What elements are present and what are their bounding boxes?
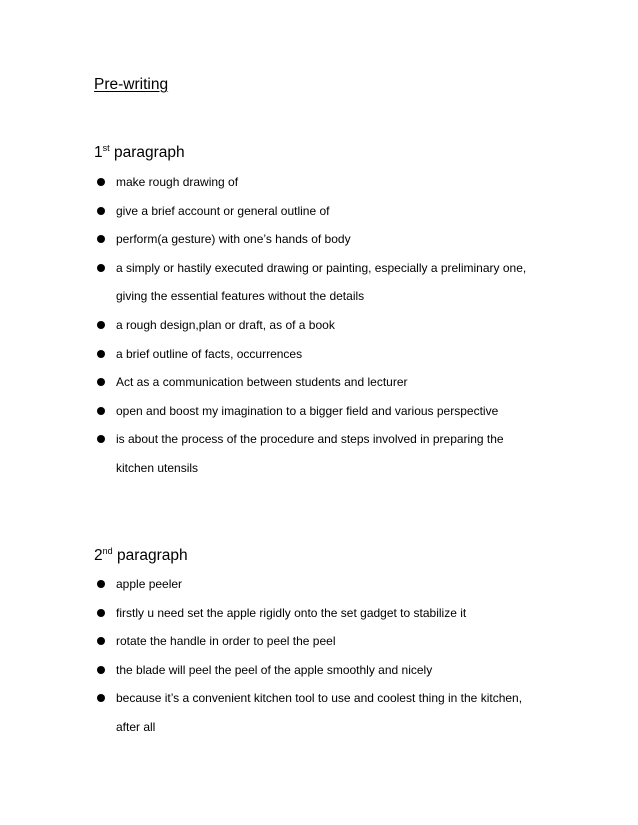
list-item bbox=[94, 311, 564, 340]
bullet-icon bbox=[97, 264, 105, 272]
list-item-text: because it’s a convenient kitchen tool to use and coolest thing in the kitchen, bbox=[116, 691, 523, 706]
bullet-icon bbox=[97, 235, 105, 243]
list-item-text: giving the essential features without the details bbox=[116, 289, 365, 304]
list-item bbox=[94, 656, 564, 685]
list-item bbox=[94, 570, 564, 599]
list-item bbox=[94, 397, 564, 426]
list-item-text: a simply or hastily executed drawing or painting, especially a preliminary one, bbox=[116, 260, 527, 275]
section-label: paragraph bbox=[116, 547, 188, 564]
list-item bbox=[94, 368, 564, 397]
document-title: Pre-writing bbox=[94, 76, 169, 93]
bullet-icon bbox=[97, 666, 105, 674]
list-item bbox=[94, 197, 564, 226]
list-item-text: firstly u need set the apple rigidly onto the set gadget to stabilize it bbox=[116, 605, 467, 620]
section-label: paragraph bbox=[113, 144, 185, 161]
list-item-text: apple peeler bbox=[116, 577, 183, 591]
section-heading-1 bbox=[94, 144, 185, 162]
section-number: 1 bbox=[94, 144, 103, 161]
list-item-text: open and boost my imagination to a bigger field and various perspective bbox=[116, 403, 499, 418]
list-item bbox=[94, 684, 564, 741]
bullet-icon bbox=[97, 609, 105, 617]
list-item-text: a rough design,plan or draft, as of a book bbox=[116, 317, 335, 332]
section-heading-2 bbox=[94, 547, 188, 565]
bullet-icon bbox=[97, 378, 105, 386]
bullet-icon bbox=[97, 694, 105, 702]
list-item-text: Act as a communication between students and lecturer bbox=[116, 375, 408, 390]
bullet-icon bbox=[97, 350, 105, 358]
list-item bbox=[94, 225, 564, 254]
bullet-icon bbox=[97, 321, 105, 329]
list-item-text: rotate the handle in order to peel the peel bbox=[116, 634, 336, 649]
section-ordinal-suffix: nd bbox=[102, 546, 113, 556]
section-number: 2 bbox=[94, 547, 103, 564]
bullet-icon bbox=[97, 435, 105, 443]
list-item-text: is about the process of the procedure and steps involved in preparing the bbox=[116, 432, 504, 447]
list-item bbox=[94, 340, 564, 369]
list-item-text: give a brief account or general outline of bbox=[116, 203, 330, 218]
list-item-text: a brief outline of facts, occurrences bbox=[116, 346, 303, 361]
section-list-1 bbox=[94, 168, 564, 483]
list-item bbox=[94, 599, 564, 628]
list-item bbox=[94, 254, 564, 311]
bullet-icon bbox=[97, 178, 105, 186]
bullet-icon bbox=[97, 580, 105, 588]
bullet-icon bbox=[97, 637, 105, 645]
section-ordinal-suffix: st bbox=[102, 143, 110, 153]
bullet-icon bbox=[97, 407, 105, 415]
list-item-text: the blade will peel the peel of the apple smoothly and nicely bbox=[116, 662, 433, 677]
list-item-text: make rough drawing of bbox=[116, 175, 239, 189]
section-list-2 bbox=[94, 570, 564, 742]
list-item-text: kitchen utensils bbox=[116, 460, 199, 475]
list-item-text: after all bbox=[116, 719, 156, 734]
bullet-icon bbox=[97, 207, 105, 215]
list-item bbox=[94, 168, 564, 197]
list-item bbox=[94, 425, 564, 482]
list-item-text: perform(a gesture) with one’s hands of body bbox=[116, 232, 351, 247]
list-item bbox=[94, 627, 564, 656]
